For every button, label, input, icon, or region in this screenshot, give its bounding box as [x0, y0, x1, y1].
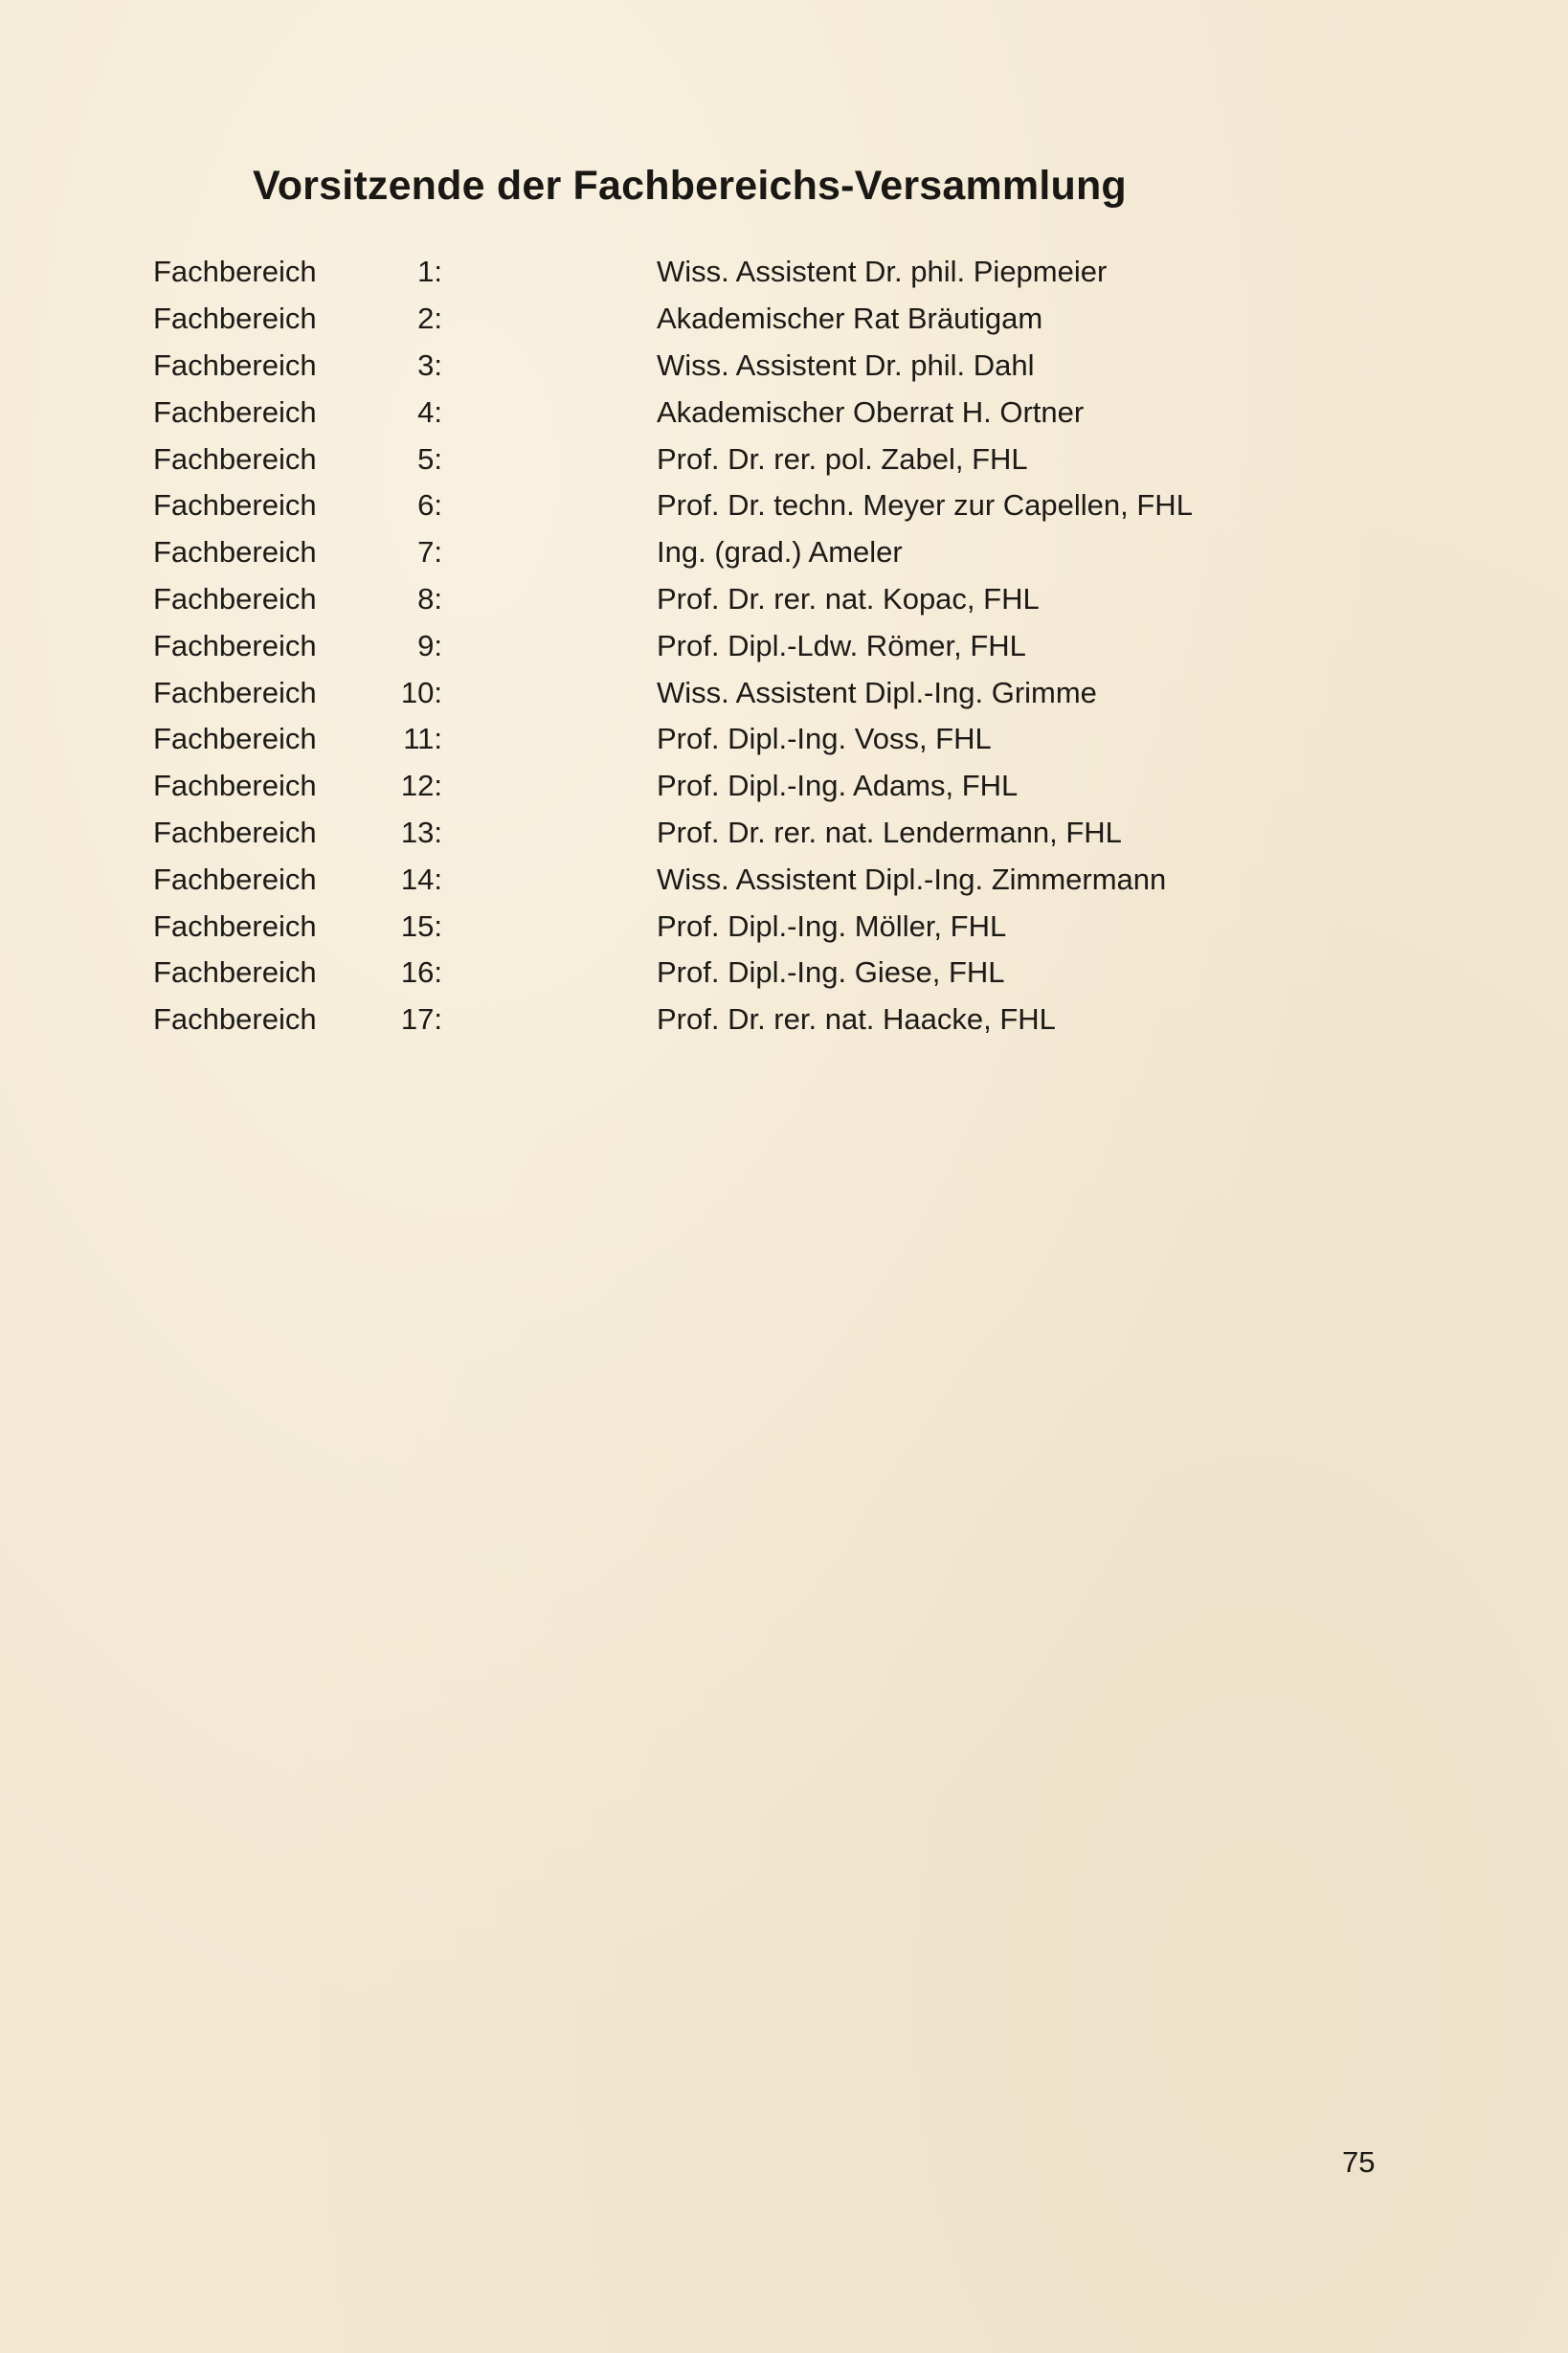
department-label: Fachbereich	[153, 255, 317, 289]
list-item	[153, 856, 1302, 903]
department-label: Fachbereich	[153, 628, 317, 662]
department-label: Fachbereich	[153, 862, 317, 896]
chair-name: Akademischer Oberrat H. Ortner	[657, 394, 1085, 429]
list-item	[153, 622, 1302, 669]
department-label: Fachbereich	[153, 955, 317, 990]
list-item	[153, 810, 1302, 857]
department-number: 14:	[400, 862, 442, 896]
department-label: Fachbereich	[153, 581, 317, 616]
chair-name: Wiss. Assistent Dr. phil. Dahl	[657, 347, 1035, 382]
chair-name: Prof. Dr. rer. nat. Lendermann, FHL	[657, 815, 1122, 849]
department-number: 5:	[417, 441, 442, 476]
department-label: Fachbereich	[153, 675, 317, 709]
chair-name: Prof. Dr. rer. nat. Kopac, FHL	[657, 581, 1040, 616]
chair-name: Wiss. Assistent Dipl.-Ing. Zimmermann	[657, 862, 1167, 896]
list-item	[153, 436, 1302, 482]
department-number: 2:	[417, 302, 442, 336]
chair-name: Prof. Dipl.-Ing. Giese, FHL	[657, 955, 1005, 990]
department-number: 11:	[403, 722, 442, 756]
chair-name: Prof. Dr. techn. Meyer zur Capellen, FHL	[657, 488, 1193, 523]
list-item	[153, 343, 1302, 390]
chair-name: Akademischer Rat Bräutigam	[657, 302, 1043, 336]
list-item	[153, 576, 1302, 623]
chair-list	[153, 249, 1302, 1043]
department-label: Fachbereich	[153, 488, 317, 523]
chair-name: Wiss. Assistent Dipl.-Ing. Grimme	[657, 675, 1097, 709]
department-number: 12:	[400, 769, 442, 803]
department-label: Fachbereich	[153, 394, 317, 429]
chair-name: Prof. Dr. rer. pol. Zabel, FHL	[657, 441, 1028, 476]
department-number: 8:	[417, 581, 442, 616]
list-item	[153, 482, 1302, 529]
department-label: Fachbereich	[153, 347, 317, 382]
list-item	[153, 950, 1302, 997]
department-number: 7:	[417, 535, 442, 570]
chair-name: Prof. Dr. rer. nat. Haacke, FHL	[657, 1002, 1056, 1037]
department-number: 9:	[417, 628, 442, 662]
list-item	[153, 763, 1302, 810]
page-title: Vorsitzende der Fachbereichs-Versammlung	[253, 163, 1127, 209]
list-item	[153, 669, 1302, 716]
list-item	[153, 716, 1302, 763]
page-number: 75	[1342, 2145, 1376, 2179]
department-number: 17:	[400, 1002, 442, 1037]
department-number: 6:	[417, 488, 442, 523]
list-item	[153, 389, 1302, 436]
department-label: Fachbereich	[153, 535, 317, 570]
chair-name: Prof. Dipl.-Ldw. Römer, FHL	[657, 628, 1026, 662]
department-number: 4:	[417, 394, 442, 429]
chair-name: Prof. Dipl.-Ing. Voss, FHL	[657, 722, 992, 756]
department-label: Fachbereich	[153, 441, 317, 476]
department-number: 16:	[400, 955, 442, 990]
chair-name: Ing. (grad.) Ameler	[657, 535, 903, 570]
department-number: 10:	[400, 675, 442, 709]
department-label: Fachbereich	[153, 302, 317, 336]
department-number: 3:	[417, 347, 442, 382]
department-number: 15:	[400, 908, 442, 943]
department-label: Fachbereich	[153, 722, 317, 756]
chair-name: Prof. Dipl.-Ing. Möller, FHL	[657, 908, 1007, 943]
chair-name: Prof. Dipl.-Ing. Adams, FHL	[657, 769, 1019, 803]
department-label: Fachbereich	[153, 769, 317, 803]
list-item	[153, 249, 1302, 296]
department-number: 13:	[400, 815, 442, 849]
department-label: Fachbereich	[153, 1002, 317, 1037]
department-label: Fachbereich	[153, 815, 317, 849]
department-number: 1:	[417, 255, 442, 289]
list-item	[153, 296, 1302, 343]
list-item	[153, 903, 1302, 950]
list-item	[153, 529, 1302, 576]
list-item	[153, 997, 1302, 1043]
chair-name: Wiss. Assistent Dr. phil. Piepmeier	[657, 255, 1108, 289]
department-label: Fachbereich	[153, 908, 317, 943]
